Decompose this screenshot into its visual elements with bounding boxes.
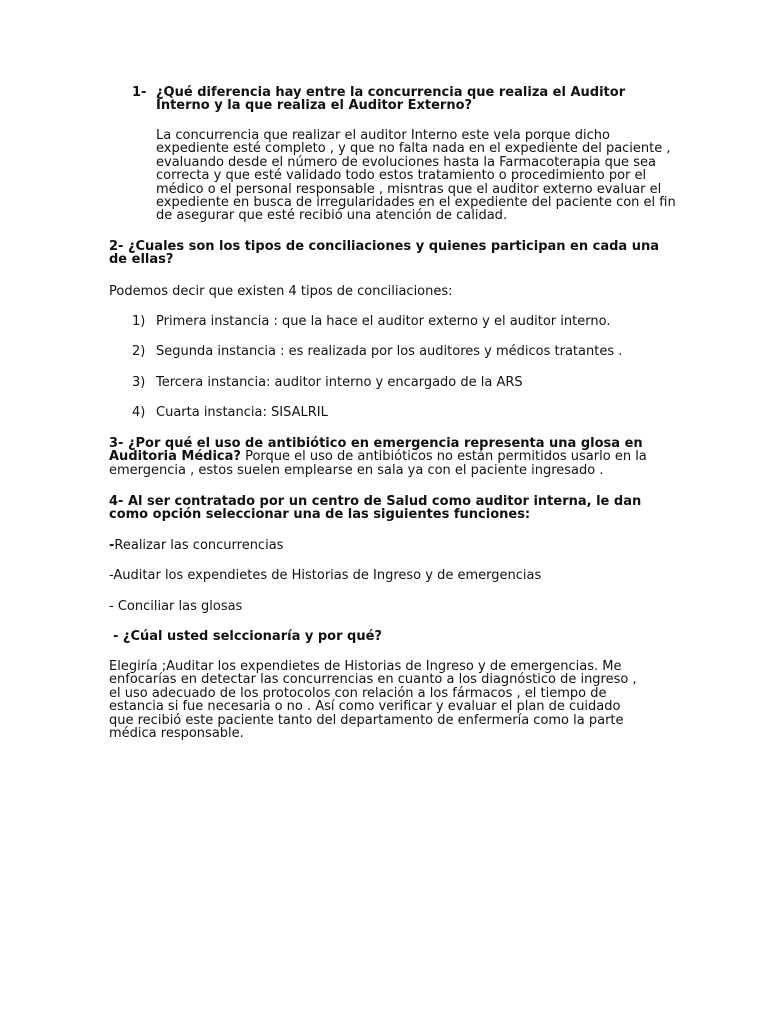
question-3-heading: 3- ¿Por qué el uso de antibiótico en emergencia representa una glosa en Auditoria Médica? bbox=[109, 436, 643, 465]
question-3-answer: Porque el uso de antibióticos no están permitidos usarlo en la emergencia , estos suelen emplearse en sala ya con el paciente ingresado . bbox=[109, 449, 647, 478]
list-item-text: Segunda instancia : es realizada por los auditores y médicos tratantes . bbox=[156, 344, 623, 359]
question-1-answer: La concurrencia que realizar el auditor Interno este vela porque dicho expediente esté completo , y que no falta nada en el expediente del paciente , evaluando desde el número de evoluciones hasta la Farmacoterapia que sea correcta y que esté validado todo estos tratamiento o procedimiento por el médico o el personal responsable , misntras que el auditor externo evaluar el expediente en busca de irregularidades en el expediente del paciente con el fin de asegurar que esté recibió una atención de calidad. bbox=[156, 128, 676, 224]
question-4-heading: 4- Al ser contratado por un centro de Salud como auditor interna, le dan como opción seleccionar una de las siguientes funciones: bbox=[109, 494, 642, 523]
list-item-number: 1) bbox=[132, 314, 146, 329]
list-item-number: 2) bbox=[132, 344, 146, 359]
question-2-intro: Podemos decir que existen 4 tipos de conciliaciones: bbox=[109, 284, 453, 299]
question-1-heading: ¿Qué diferencia hay entre la concurrencia que realiza el Auditor Interno y la que realiza el Auditor Externo? bbox=[156, 85, 626, 114]
list-item-number: 4) bbox=[132, 405, 146, 420]
question-1-number: 1- bbox=[132, 85, 147, 100]
function-option bbox=[109, 600, 669, 613]
list-item-number: 3) bbox=[132, 375, 146, 390]
list-item-text: Cuarta instancia: SISALRIL bbox=[156, 405, 328, 420]
option-text: - Conciliar las glosas bbox=[109, 599, 243, 614]
function-option bbox=[109, 539, 669, 552]
option-text: -Auditar los expendietes de Historias de Ingreso y de emergencias bbox=[109, 568, 542, 583]
option-dash: - bbox=[109, 538, 115, 553]
question-4-answer: Elegiría ;Auditar los expendietes de Historias de Ingreso y de emergencias. Me enfocarías en detectar las concurrencias en cuanto a los diagnóstico de ingreso , el uso adecuado de los protocolos con relación a los fármacos , el tiempo de estancia si fue necesaria o no . Así como verificar y evaluar el plan de cuidado que recibió este paciente tanto del departamento de enfermería como la parte médica responsable. bbox=[109, 659, 637, 742]
question-2-heading: 2- ¿Cuales son los tipos de conciliaciones y quienes participan en cada una de ellas? bbox=[109, 239, 660, 268]
option-text: Realizar las concurrencias bbox=[114, 538, 284, 553]
function-option bbox=[109, 569, 669, 582]
list-item-text: Tercera instancia: auditor interno y encargado de la ARS bbox=[156, 375, 523, 390]
question-4-followup: - ¿Cúal usted selccionaría y por qué? bbox=[113, 629, 382, 644]
question-3-paragraph bbox=[109, 437, 669, 477]
list-item-text: Primera instancia : que la hace el auditor externo y el auditor interno. bbox=[156, 314, 611, 329]
